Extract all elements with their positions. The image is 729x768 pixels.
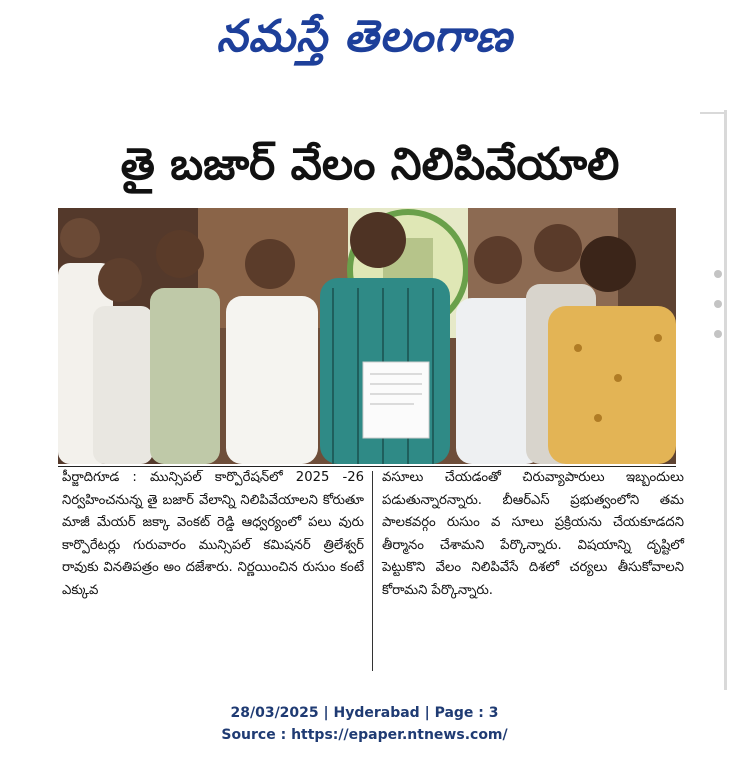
article-column-left <box>62 467 364 603</box>
clip-border-corner <box>700 112 726 114</box>
article-column-right <box>382 467 684 603</box>
column-divider <box>372 471 373 671</box>
page-footer <box>0 702 729 746</box>
margin-mark <box>714 330 722 338</box>
footer-date-edition: 28/03/2025 | Hyderabad | Page : 3 <box>230 705 499 721</box>
newspaper-masthead: నమస్తే తెలంగాణ <box>216 11 513 62</box>
article-text: వసూలు చేయడంతో చిరువ్యాపారులు ఇబ్బందులు పడుతున్నారన్నారు. బీఆర్ఎస్ ప్రభుత్వంలోని తమ పాలకవర్గం రుసుం వ సూలు ప్రక్రియను చేయకూడదని తీర్మానం చేశామని పేర్కొన్నారు. విషయాన్ని దృష్టిలో పెట్టుకొని వేలం నిలిపివేసే దిశలో చర్యలు తీసుకోవాలని కోరామని పేర్కొన్నారు. <box>382 470 684 598</box>
clip-border <box>724 110 727 690</box>
margin-mark <box>714 300 722 308</box>
margin-mark <box>714 270 722 278</box>
footer-source-link[interactable]: Source : https://epaper.ntnews.com/ <box>221 727 508 743</box>
article-text: పీర్జాదిగూడ : మున్సిపల్ కార్పొరేషన్‌లో 2025 -26 నిర్వహించనున్న తై బజార్ వేలాన్ని నిలిపివేయాలని కోరుతూ మాజీ మేయర్ జక్కా వెంకట్ రెడ్డి ఆధ్వర్యంలో పలు వురు కార్పొరేటర్లు గురువారం మున్సిపల్ కమిషనర్ త్రిలేశ్వర్ రావుకు వినతిపత్రం అం దజేశారు. నిర్ణయించిన రుసుం కంటే ఎక్కువ <box>62 470 364 598</box>
article-photo <box>58 208 676 464</box>
article-headline: తై బజార్ వేలం నిలిపివేయాలి <box>120 139 620 190</box>
article-body <box>58 466 684 687</box>
